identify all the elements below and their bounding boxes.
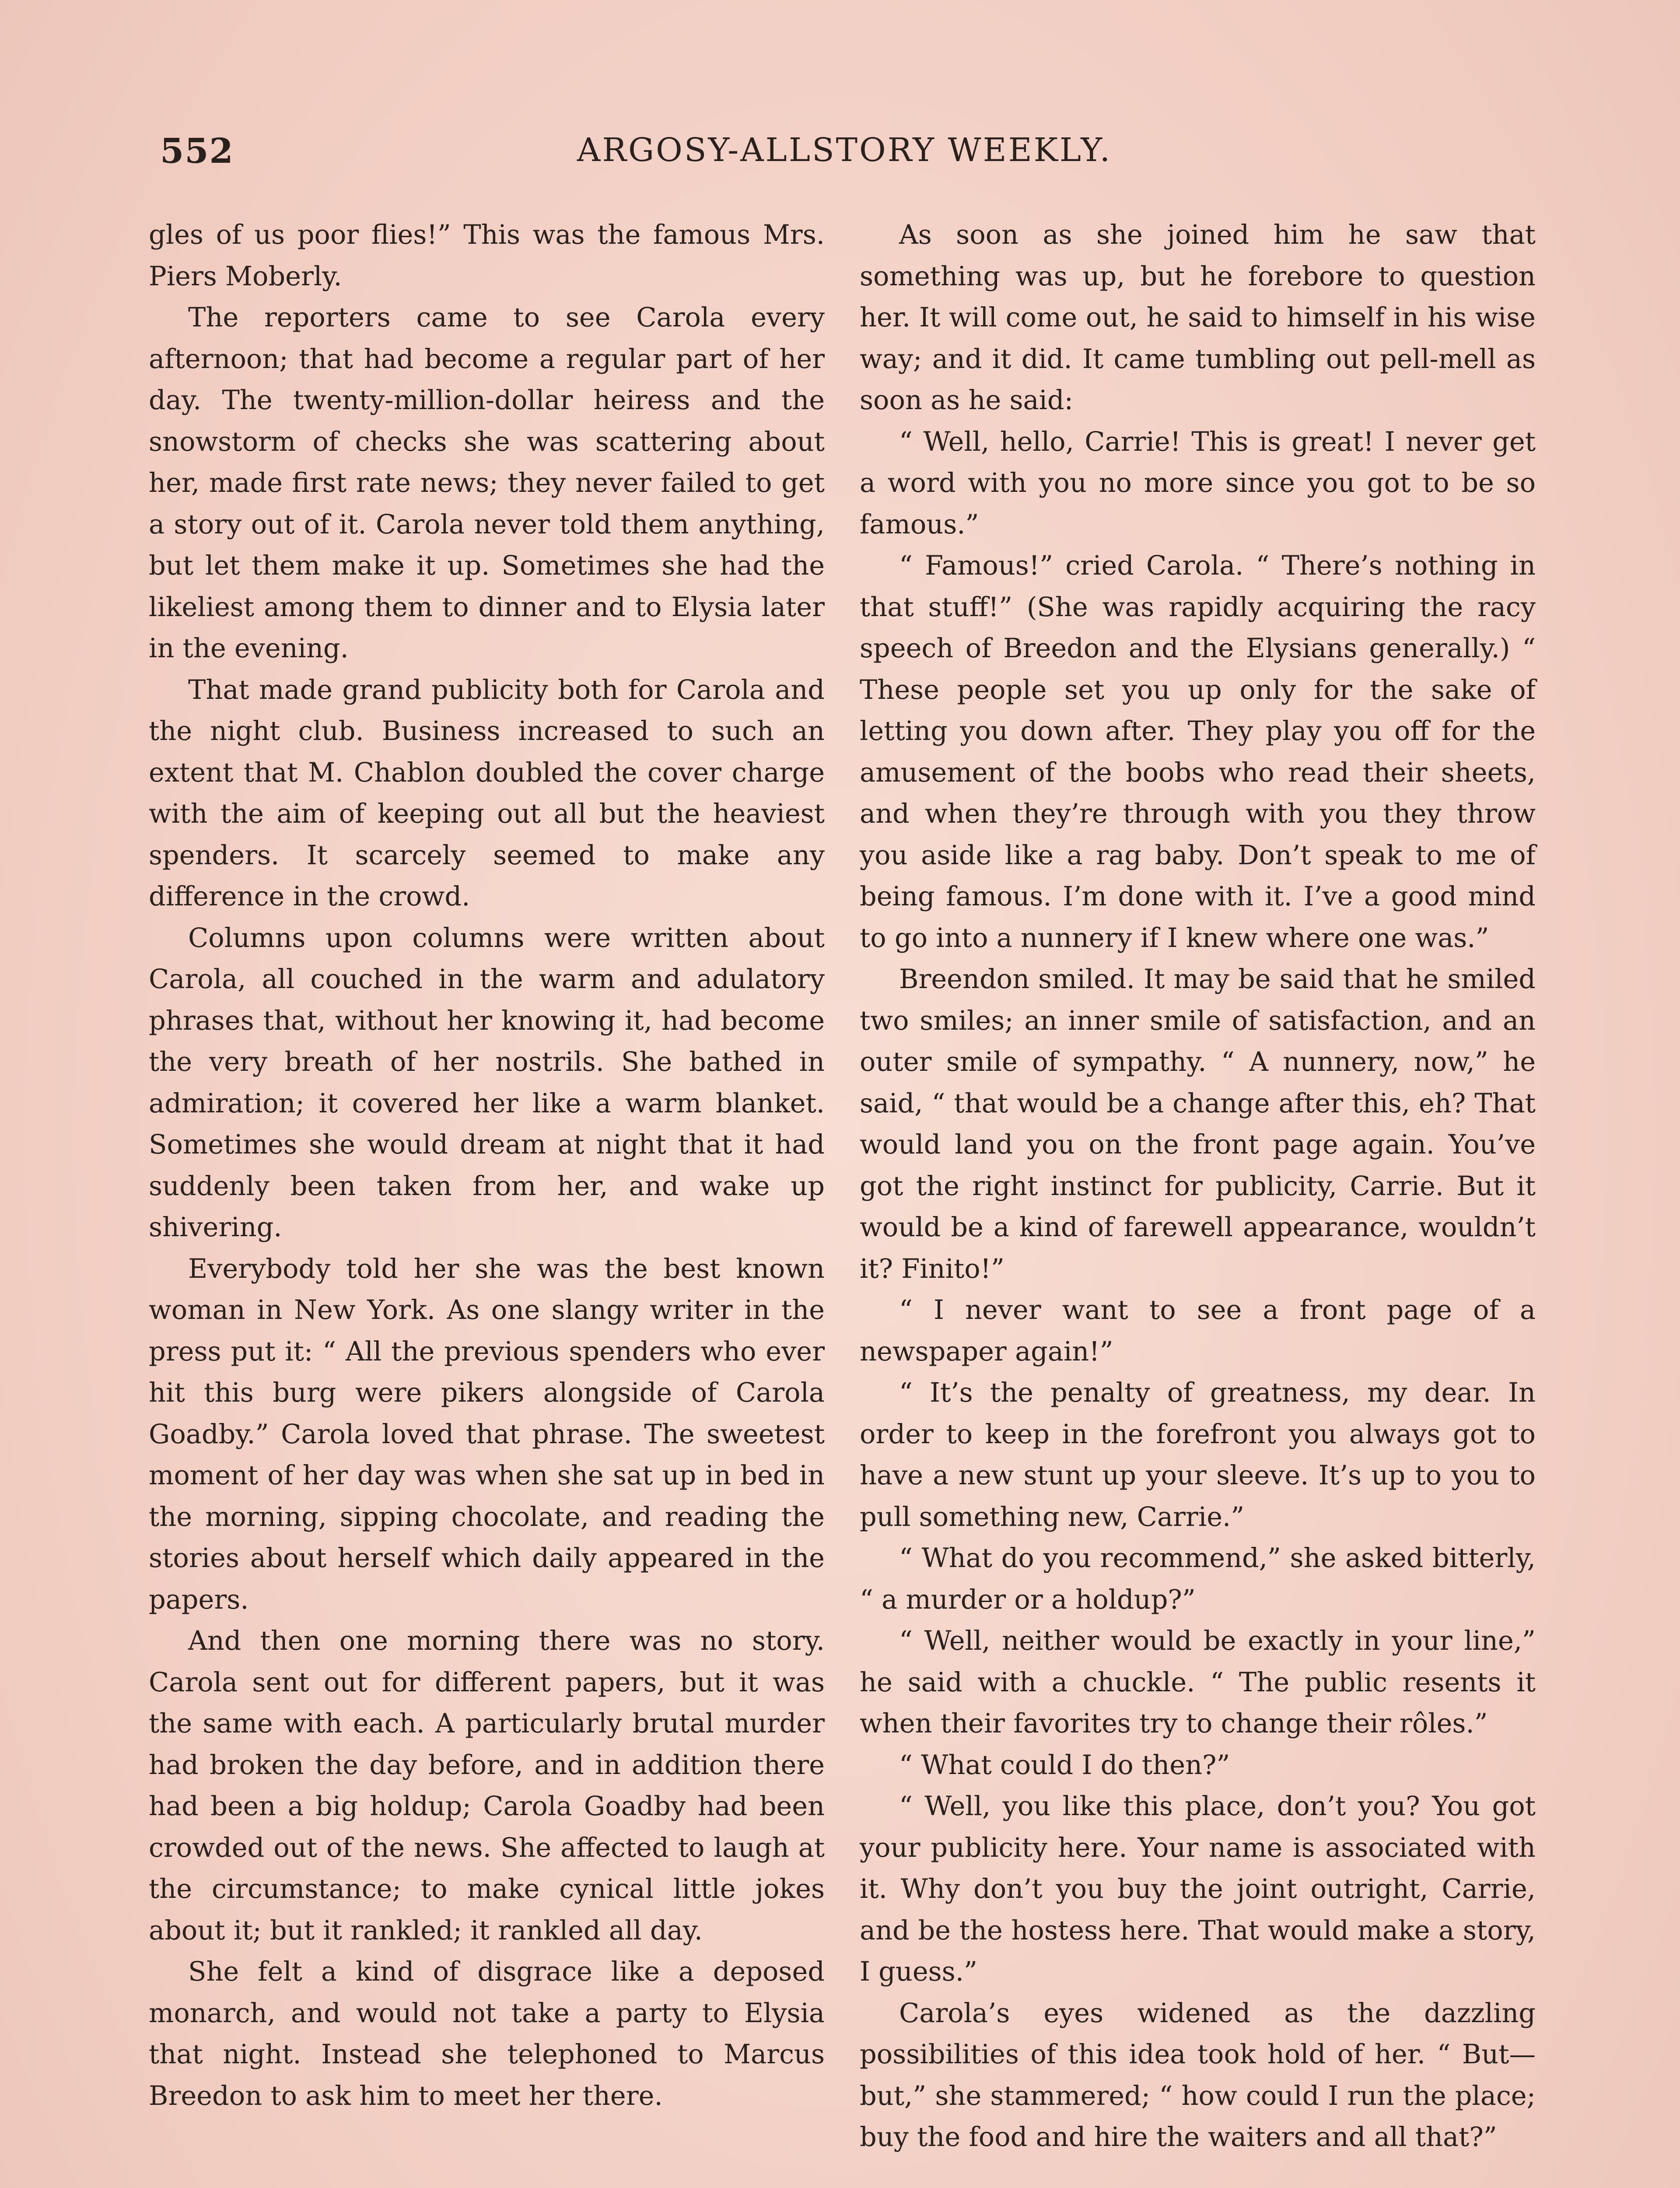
paragraph: As soon as she joined him he saw that something was up, but he forebore to question her. It will come out, he said to himself in his wise way; and it did. It came tumbling out pell-mell as soon as he said:	[860, 220, 1536, 416]
paragraph: “ Well, you like this place, don’t you? You got your publicity here. Your name is associated with it. Why don’t you buy the joint outright, Carrie, and be the hostess here. That would make a story, I guess.”	[860, 1791, 1536, 1987]
paragraph: “ Famous!” cried Carola. “ There’s nothing in that stuff!” (She was rapidly acquiring the racy speech of Breedon and the Elysians generally.) “ These people set you up only for the sake of letting you down after. They play you off for the amusement of the boobs who read their sheets, and when they’re through with you they throw you aside like a rag baby. Don’t speak to me of being famous. I’m done with it. I’ve a good mind to go into a nunnery if I knew where one was.”	[860, 551, 1536, 954]
paragraph: gles of us poor flies!” This was the famous Mrs. Piers Moberly.	[149, 220, 825, 292]
paragraph: “ What do you recommend,” she asked bitterly, “ a murder or a holdup?”	[860, 1543, 1536, 1615]
paragraph: “ It’s the penalty of greatness, my dear. In order to keep in the forefront you always got to have a new stunt up your sleeve. It’s up to you to pull something new, Carrie.”	[860, 1378, 1536, 1532]
left-column	[149, 214, 825, 2117]
paragraph: “ Well, hello, Carrie! This is great! I never get a word with you no more since you got to be so famous.”	[860, 426, 1536, 540]
paragraph: Carola’s eyes widened as the dazzling possibilities of this idea took hold of her. “ But—but,” she stammered; “ how could I run the place; buy the food and hire the waiters and all that?”	[860, 1998, 1536, 2153]
paragraph: That made grand publicity both for Carola and the night club. Business increased to such an extent that M. Chablon doubled the cover charge with the aim of keeping out all but the heaviest spenders. It scarcely seemed to make any difference in the crowd.	[149, 674, 825, 912]
paragraph: Breendon smiled. It may be said that he smiled two smiles; an inner smile of satisfaction, and an outer smile of sympathy. “ A nunnery, now,” he said, “ that would be a change after this, eh? That would land you on the front page again. You’ve got the right instinct for publicity, Carrie. But it would be a kind of farewell appearance, wouldn’t it? Finito!”	[860, 964, 1536, 1284]
paragraph: “ Well, neither would be exactly in your line,” he said with a chuckle. “ The public resents it when their favorites try to change their rôles.”	[860, 1626, 1536, 1739]
paragraph: The reporters came to see Carola every afternoon; that had become a regular part of her day. The twenty-million-dollar heiress and the snowstorm of checks she was scattering about her, made first rate news; they never failed to get a story out of it. Carola never told them anything, but let them make it up. Sometimes she had the likeliest among them to dinner and to Elysia later in the evening.	[149, 302, 825, 664]
paragraph: And then one morning there was no story. Carola sent out for different papers, but it was the same with each. A particularly brutal murder had broken the day before, and in addition there had been a big holdup; Carola Goadby had been crowded out of the news. She affected to laugh at the circumstance; to make cynical little jokes about it; but it rankled; it rankled all day.	[149, 1626, 825, 1946]
paragraph: Everybody told her she was the best known woman in New York. As one slangy writer in the press put it: “ All the previous spenders who ever hit this burg were pikers alongside of Carola Goadby.” Carola loved that phrase. The sweetest moment of her day was when she sat up in bed in the morning, sipping chocolate, and reading the stories about herself which daily appeared in the papers.	[149, 1253, 825, 1615]
right-column	[860, 214, 1536, 2158]
paragraph: Columns upon columns were written about Carola, all couched in the warm and adulatory phrases that, without her knowing it, had become the very breath of her nostrils. She bathed in admiration; it covered her like a warm blanket. Sometimes she would dream at night that it had suddenly been taken from her, and wake up shivering.	[149, 922, 825, 1243]
page-header	[149, 131, 1540, 184]
paragraph: She felt a kind of disgrace like a deposed monarch, and would not take a party to Elysia that night. Instead she telephoned to Marcus Breedon to ask him to meet her there.	[149, 1957, 825, 2111]
running-head: ARGOSY-ALLSTORY WEEKLY.	[577, 131, 1112, 169]
paragraph: “ I never want to see a front page of a newspaper again!”	[860, 1295, 1536, 1367]
paragraph: “ What could I do then?”	[899, 1750, 1230, 1781]
page-number: 552	[160, 131, 234, 171]
